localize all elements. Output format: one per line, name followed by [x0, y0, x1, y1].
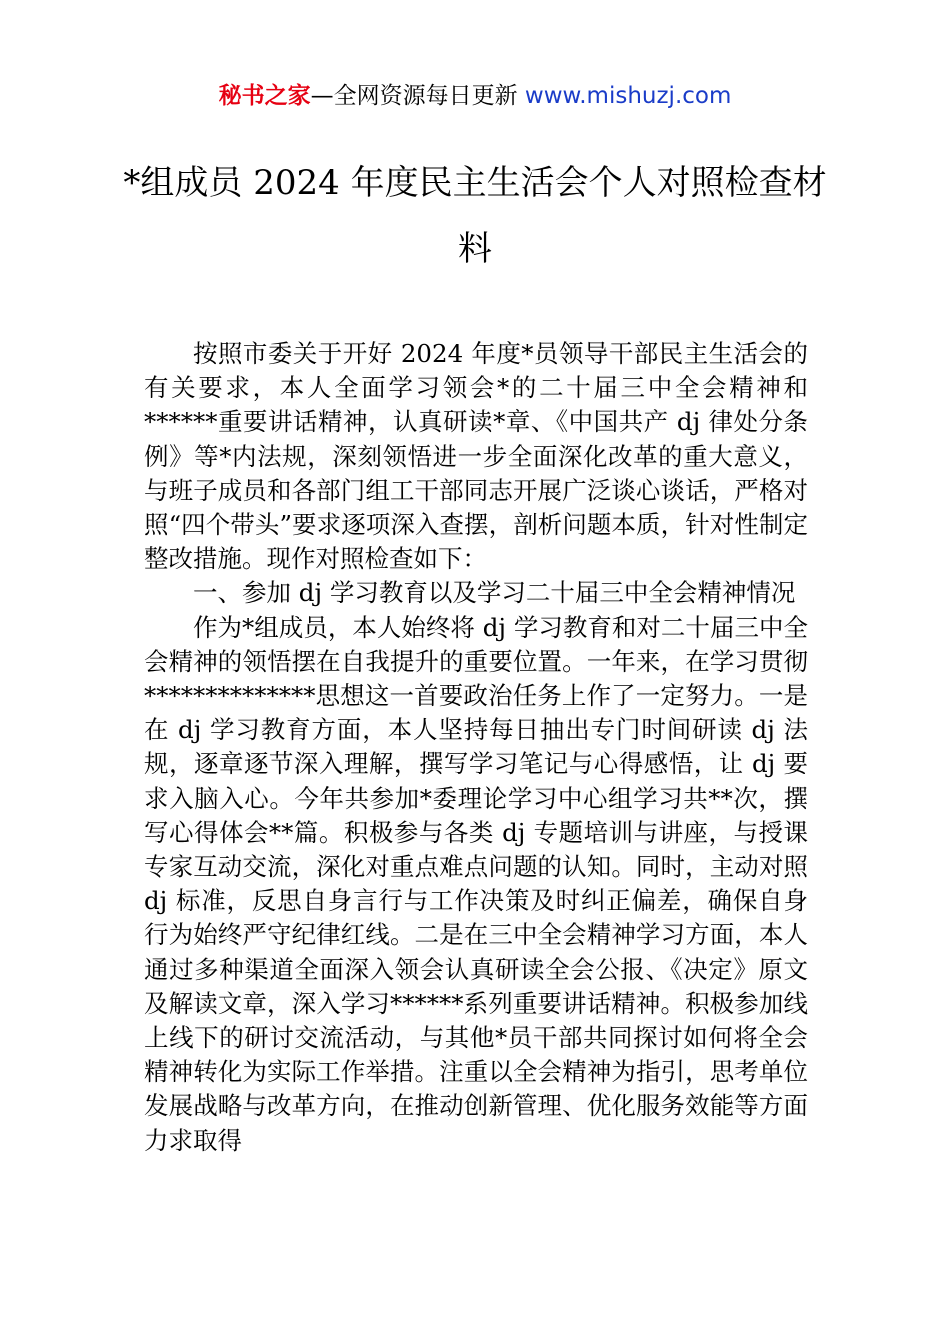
site-tagline: —全网资源每日更新 — [310, 83, 518, 109]
document-body — [144, 337, 808, 1158]
site-header — [0, 80, 950, 112]
section-heading-1: 一、参加 dj 学习教育以及学习二十届三中全会精神情况 — [193, 578, 796, 608]
paragraph-intro: 按照市委关于开好 2024 年度*员领导干部民主生活会的有关要求，本人全面学习领会*的二十届三中全会精神和******重要讲话精神，认真研读*章、《中国共产 dj 律处分条例》等*内法规，深刻领悟进一步全面深化改革的重大意义，与班子成员和各部门组工干部同志开展广泛谈心谈话，严格对照“四个带头”要求逐项深入查摆，剖析问题本质，针对性制定整改措施。现作对照检查如下： — [144, 339, 808, 574]
document-title: *组成员 2024 年度民主生活会个人对照检查材料 — [123, 163, 827, 269]
site-brand: 秘书之家 — [218, 83, 311, 109]
paragraph-section-1: 作为*组成员，本人始终将 dj 学习教育和对二十届三中全会精神的领悟摆在自我提升的重要位置。一年来，在学习贯彻**************思想这一首要政治任务上作了一定努力。一是在 dj 学习教育方面，本人坚持每日抽出专门时间研读 dj 法规，逐章逐节深入理解，撰写学习笔记与心得感悟，让 dj 要求入脑入心。今年共参加*委理论学习中心组学习共**次，撰写心得体会**篇。积极参与各类 dj 专题培训与讲座，与授课专家互动交流，深化对重点难点问题的认知。同时，主动对照 dj 标准，反思自身言行与工作决策及时纠正偏差，确保自身行为始终严守纪律红线。二是在三中全会精神学习方面，本人通过多种渠道全面深入领会认真研读全会公报、《决定》原文及解读文章，深入学习******系列重要讲话精神。积极参加线上线下的研讨交流活动，与其他*员干部共同探讨如何将全会精神转化为实际工作举措。注重以全会精神为指引，思考单位发展战略与改革方向，在推动创新管理、优化服务效能等方面力求取得 — [144, 612, 808, 1155]
site-url[interactable]: www.mishuzj.com — [524, 83, 732, 109]
